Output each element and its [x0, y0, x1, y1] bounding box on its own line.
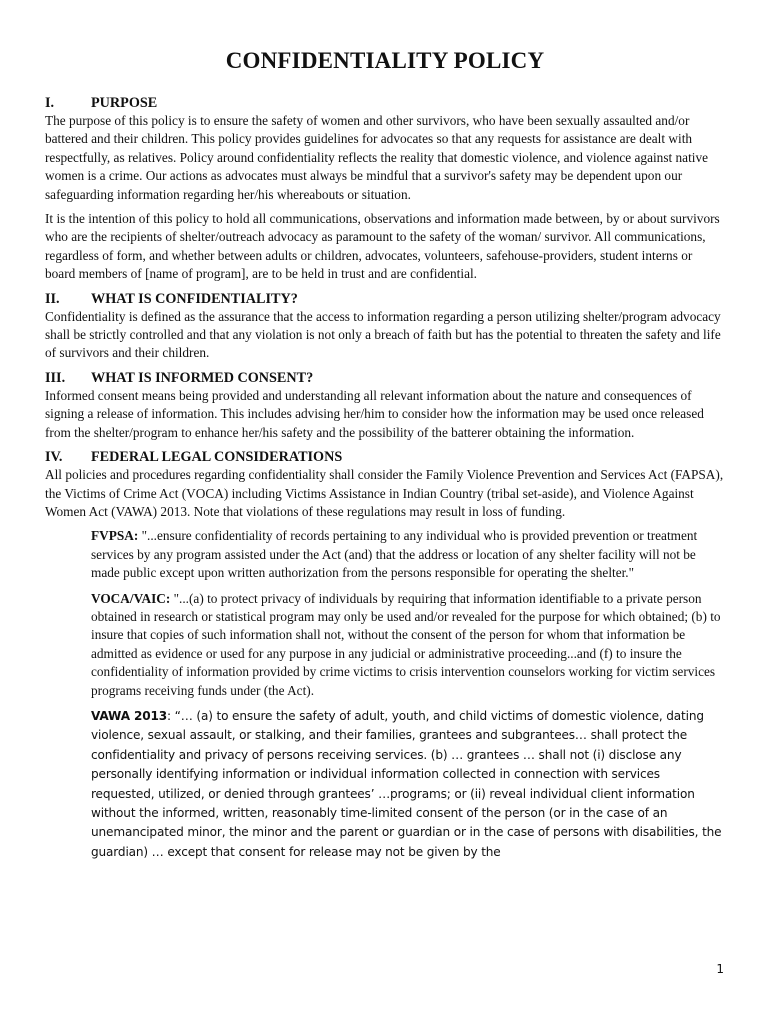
page-number: 1 [716, 962, 724, 976]
section-heading [45, 448, 725, 466]
paragraph: It is the intention of this policy to hold all communications, observations and information made between, by or about survivors who are the recipients of shelter/outreach advocacy as paramount to the safety of the woman/ survivor. All communications, regardless of form, and whether between adults or children, advocates, volunteers, safehouse-providers, student interns or board members of [name of program], are to be held in trust and are confidential. [45, 211, 720, 282]
section-heading [45, 94, 725, 112]
quote-fvpsa [91, 527, 725, 582]
quote-vawa-2013 [91, 707, 725, 862]
quote-text: : “… (a) to ensure the safety of adult, youth, and child victims of domestic violence, dating violence, sexual assault, or stalking, and their families, grantees and subgrantees… shall protect the confidentiality and privacy of persons receiving services. (b) … grantees … shall not (i) disclose any personally identifying information or individual information collected in connection with services requested, utilized, or denied through grantees’ …programs; or (ii) reveal individual client information without the informed, written, reasonably time-limited consent of the person (or in the case of an unemancipated minor, the minor and the parent or guardian or in the case of persons with disabilities, the guardian) … except that consent for release may not be given by the [91, 708, 722, 859]
quote-voca-vaic [91, 590, 725, 700]
section-informed-consent [45, 369, 725, 442]
paragraph: Informed consent means being provided and understanding all relevant information about the nature and consequences of signing a release of information. This includes advising her/him to consider how the information may be used once released from the shelter/program to enhance her/his safety and the possibility of the batterer obtaining the information. [45, 387, 704, 440]
section-number: IV. [45, 449, 63, 466]
section-confidentiality [45, 290, 725, 363]
paragraph: All policies and procedures regarding confidentiality shall consider the Family Violence Prevention and Services Act (FAPSA), the Victims of Crime Act (VOCA) including Victims Assistance in Indian Country (tribal set-aside), and Violence Against Women Act (VAWA) 2013. Note that violations of these regulations may result in loss of funding. [45, 467, 724, 519]
quote-label: VOCA/VAIC: [91, 590, 171, 606]
document-page [45, 48, 725, 869]
document-title: CONFIDENTIALITY POLICY [225, 48, 545, 73]
quote-label: FVPSA: [91, 528, 139, 544]
quote-label: VAWA 2013 [91, 708, 168, 723]
section-purpose [45, 94, 725, 284]
section-title: PURPOSE [91, 95, 158, 111]
section-title: FEDERAL LEGAL CONSIDERATIONS [91, 449, 343, 466]
quote-text: "...ensure confidentiality of records pertaining to any individual who is provided prevention or treatment services by any program assisted under the Act (and) that the address or location of any shelter facility will not be made public except upon written authorization from the persons responsible for operating the shelter." [91, 528, 698, 581]
quote-text: "...(a) to protect privacy of individuals by requiring that information identifiable to a private person obtained in research or statistical program may only be used and/or revealed for the purpose for which obtained; (b) to insure that copies of such information shall not, without the consent of the person for whom that information be admitted as evidence or used for any purpose in any judicial or administrative proceeding...and (f) to insure the confidentiality of information provided by crime victims to crisis intervention counselors working for victim services programs receiving funds under (the Act). [91, 590, 721, 698]
section-heading [45, 290, 725, 308]
section-title: WHAT IS CONFIDENTIALITY? [91, 290, 298, 307]
paragraph: The purpose of this policy is to ensure the safety of women and other survivors, who have been sexually assaulted and/or battered and their children. This policy provides guidelines for advocates so that any requests for assistance are dealt with respectfully, as relatives. Policy around confidentiality reflects the reality that domestic violence, and violence against native women is a crime. Our actions as advocates must always be mindful that a survivor's safety may be dependent upon our safeguarding information regarding her/his whereabouts or situation. [45, 113, 709, 202]
section-federal-legal [45, 448, 725, 862]
section-title: WHAT IS INFORMED CONSENT? [91, 369, 314, 386]
section-number: I. [45, 95, 55, 111]
paragraph: Confidentiality is defined as the assurance that the access to information regarding a person utilizing shelter/program advocacy shall be strictly controlled and that any violation is not only a breach of faith but has the potential to threaten the safety and life of survivors and their children. [45, 308, 721, 361]
section-heading [45, 369, 725, 387]
section-number: II. [45, 290, 60, 307]
section-number: III. [45, 369, 66, 386]
